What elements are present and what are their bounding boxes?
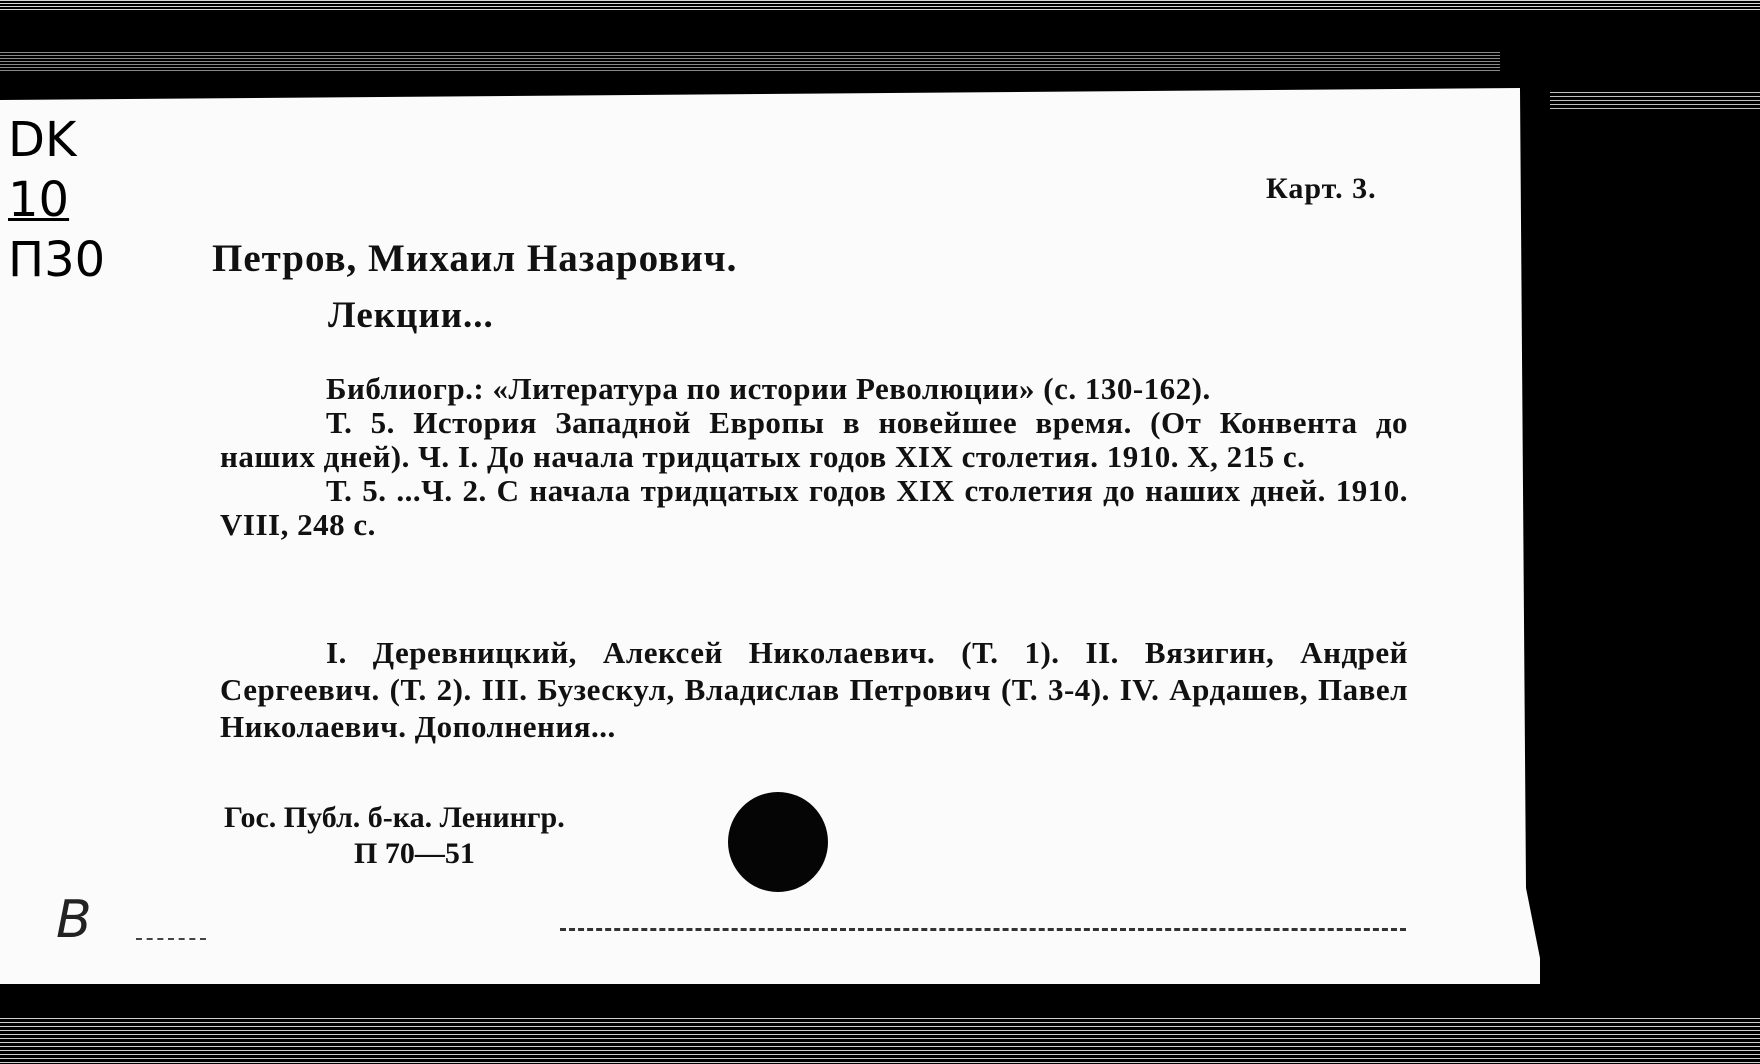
- shelf-mark: [8, 110, 105, 290]
- library-code: П 70—51: [354, 837, 475, 870]
- handwritten-mark: В: [56, 890, 92, 950]
- shelf-mark-line-1: DK: [8, 112, 77, 168]
- volume-1-entry: Т. 5. История Западной Европы в новейшее время. (От Конвента до наших дней). Ч. I. До начала тридцатых годов XIX столетия. 1910. X, 215 с.: [220, 405, 1408, 474]
- shelf-mark-line-2: 10: [8, 172, 70, 228]
- card-number: Карт. 3.: [1266, 172, 1377, 205]
- volume-2-entry: Т. 5. ...Ч. 2. С начала тридцатых годов XIX столетия до наших дней. 1910. VIII, 248 с.: [220, 473, 1408, 542]
- author-heading: Петров, Михаил Назарович.: [212, 237, 738, 280]
- title: Лекции...: [328, 295, 494, 336]
- handwritten-dash: [136, 938, 206, 940]
- scan-border-top-inner: [0, 52, 1500, 72]
- library-name: Гос. Публ. б-ка. Ленингр.: [224, 801, 565, 834]
- contents-note: I. Деревницкий, Алексей Николаевич. (Т. 1). II. Вязигин, Андрей Сергеевич. (Т. 2). III. Бузескул, Владислав Петрович (Т. 3-4). IV. Ардашев, Павел Николаевич. Дополнения...: [220, 635, 1408, 744]
- library-block: [224, 800, 565, 872]
- punch-hole: [728, 792, 828, 892]
- bottom-dashed-rule: [560, 928, 1406, 931]
- description: [220, 372, 1408, 542]
- scan-border-bottom: [0, 1018, 1760, 1064]
- scan-border-top: [0, 0, 1760, 12]
- shelf-mark-line-3: П30: [8, 232, 106, 288]
- scan-border-right: [1550, 92, 1760, 112]
- bibliography-note: Библиогр.: «Литература по истории Революции» (с. 130-162).: [326, 371, 1211, 406]
